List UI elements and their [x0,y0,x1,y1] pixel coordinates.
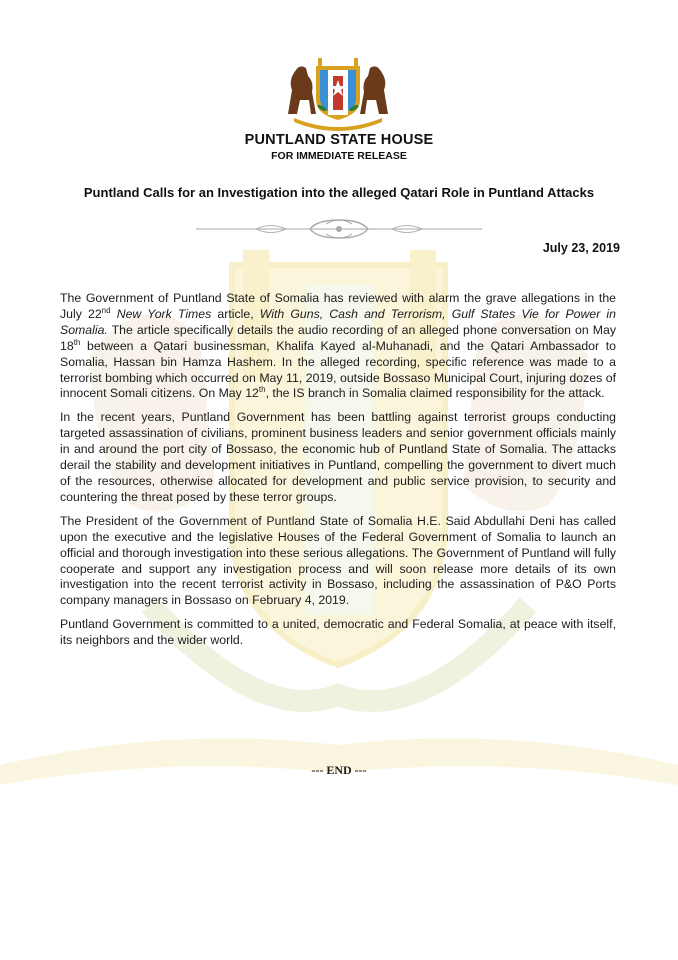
release-date: July 23, 2019 [542,241,620,255]
paragraph-1 [60,291,616,402]
letterhead-subtitle: FOR IMMEDIATE RELEASE [271,150,407,162]
p1-text-a: The Government of Puntland State of Somalia has reviewed with alarm the grave allegations in the July 22 [60,291,616,321]
headline: Puntland Calls for an Investigation into the alleged Qatari Role in Puntland Attacks [83,185,595,200]
p1-publication: New York Times [116,306,212,321]
p1-sup-th-1: th [73,337,81,347]
p1-text-e: between a Qatari businessman, Khalifa Kayed al-Muhanadi, and the Qatari Ambassador to Somalia, Hassan bin Hamza Hashem. In the alleged recording, specific reference was made to a terrorist bombing which occurred on May 11, 2019, outside Bossaso Municipal Court, injuring dozes of innocent Somali citizens. On May 12 [60,338,616,401]
ornamental-divider-icon [196,214,482,244]
paragraph-4: Puntland Government is committed to a united, democratic and Federal Somalia, at peace with itself, its neighbors and the wider world. [60,617,616,648]
release-body [60,291,616,657]
paragraph-3: The President of the Government of Puntland State of Somalia H.E. Said Abdullahi Deni has called upon the executive and the legislative Houses of the Federal Government of Somalia to launch an official and thorough investigation into these serious allegations. The Government of Puntland will fully cooperate and support any investigation process and will soon release more details of its own investigation into the recent terrorist activity in Bossaso, including the assassination of P&O Ports company managers in Bossaso on February 4, 2019. [60,513,616,608]
p1-sup-nd: nd [101,305,111,315]
puntland-coat-of-arms-icon [278,56,398,132]
paragraph-2: In the recent years, Puntland Government has been battling against terrorist groups conducting targeted assassination of civilians, prominent business leaders and senior government officials mainly in and around the port city of Bossaso, the economic hub of Puntland State of Somalia. The attacks derail the stability and development initiatives in Puntland, compelling the government to divert much of the resources, otherwise allocated for development and public service provision, to security and countering the threat posed by these terror groups. [60,410,616,504]
end-marker: --- END --- [311,763,367,777]
letterhead-title: PUNTLAND STATE HOUSE [244,132,434,148]
p1-text-c: article, [211,306,260,321]
p1-sup-th-2: th [258,385,266,395]
p1-text-d: The article specifically details the audio recording of an alleged phone conversation on May 18 [60,322,616,353]
p1-text-f: , the IS branch in Somalia claimed responsibility for the attack. [265,386,605,401]
p1-article-title: With Guns, Cash and Terrorism, Gulf States Vie for Power in Somalia. [60,306,617,337]
